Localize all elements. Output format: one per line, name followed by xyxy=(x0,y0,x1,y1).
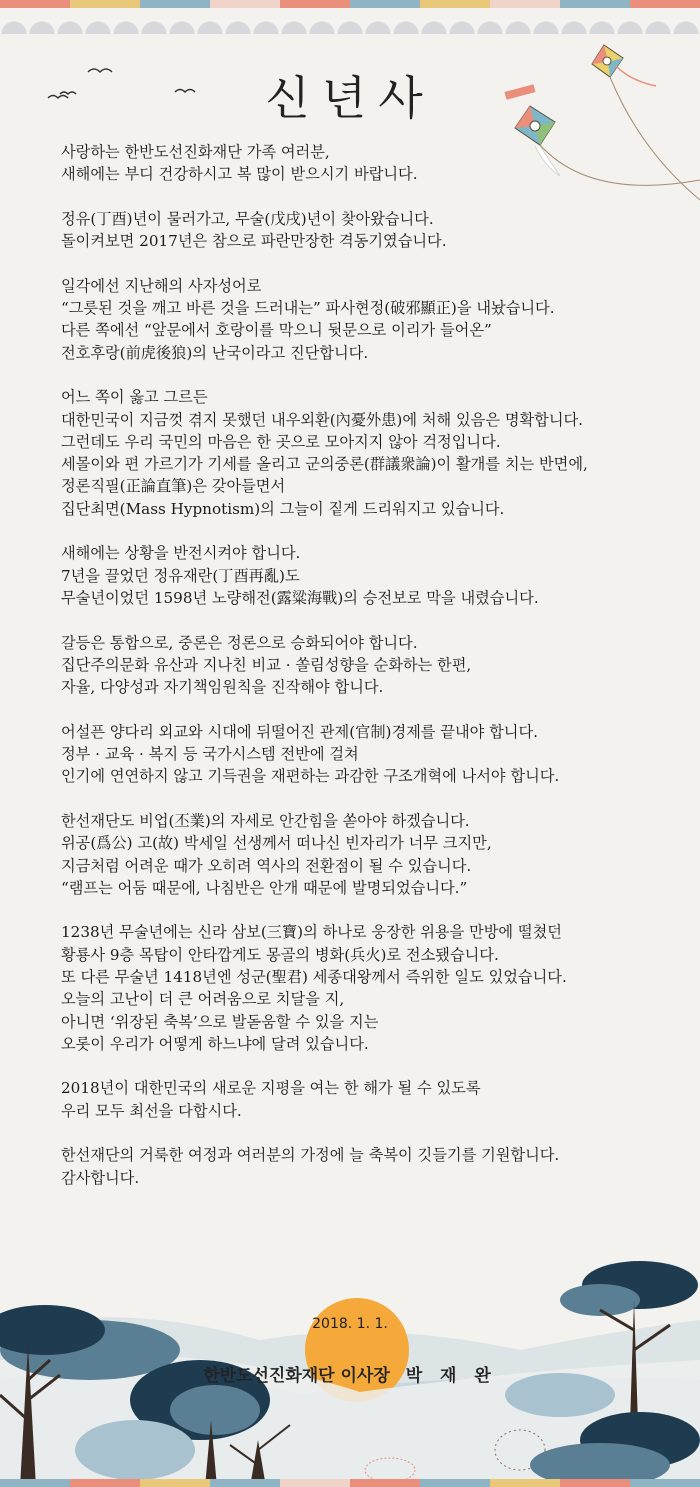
letter-line: 2018년이 대한민국의 새로운 지평을 여는 한 해가 될 수 있도록 xyxy=(61,1079,481,1098)
letter-line: 사랑하는 한반도선진화재단 가족 여러분, xyxy=(61,143,330,161)
letter-line: “그릇된 것을 깨고 바른 것을 드러내는” 파사현정(破邪顯正)을 내놨습니다. xyxy=(61,299,555,318)
letter-paragraph xyxy=(61,632,601,699)
letter-line: 지금처럼 어려운 때가 오히려 역사의 전환점이 될 수 있습니다. xyxy=(61,856,472,875)
letter-line: 오롯이 우리가 어떻게 하느냐에 달려 있습니다. xyxy=(61,1034,369,1053)
letter-line: 어느 쪽이 옳고 그르든 xyxy=(61,388,208,407)
letter-line: 정론직필(正論直筆)은 갖아들면서 xyxy=(61,477,286,496)
letter-paragraph xyxy=(61,921,601,1055)
letter-line: 집단최면(Mass Hypnotism)의 그늘이 짙게 드리워지고 있습니다. xyxy=(61,499,505,518)
letter-paragraph xyxy=(61,721,601,788)
letter-line: 대한민국이 지금껏 겪지 못했던 내우외환(內憂外患)에 처해 있음은 명확합니다. xyxy=(61,410,584,429)
letter-line: 정유(丁酉)년이 물러가고, 무술(戊戌)년이 찾아왔습니다. xyxy=(61,209,434,228)
letter-line: 정부 · 교육 · 복지 등 국가시스템 전반에 걸쳐 xyxy=(61,745,359,764)
letter-line: 한선재단도 비업(丕業)의 자세로 안간힘을 쏟아야 하겠습니다. xyxy=(61,811,470,830)
letter-line: 또 다른 무술년 1418년엔 성군(聖君) 세종대왕께서 즉위한 일도 있었습니다. xyxy=(61,967,567,986)
letter-line: 인기에 연연하지 않고 기득권을 재편하는 과감한 구조개혁에 나서야 합니다. xyxy=(61,767,560,786)
letter-line: 새해에는 상황을 반전시켜야 합니다. xyxy=(61,544,301,563)
letter-line: “램프는 어둠 때문에, 나침반은 안개 때문에 발명되었습니다.” xyxy=(61,878,468,897)
letter-paragraph xyxy=(61,386,601,520)
letter-line: 새해에는 부디 건강하시고 복 많이 받으시기 바랍니다. xyxy=(61,165,418,184)
letter-line: 일각에선 지난해의 사자성어로 xyxy=(61,276,262,295)
letter-paragraph xyxy=(61,1144,601,1189)
letter-line: 세몰이와 편 가르기가 기세를 올리고 군의중론(群議衆論)이 활개를 치는 반면에, xyxy=(61,455,588,474)
signature-name: 박 재 완 xyxy=(405,1366,497,1386)
signature xyxy=(0,1361,700,1386)
letter-line: 전호후랑(前虎後狼)의 난국이라고 진단합니다. xyxy=(61,343,369,362)
letter-line: 오늘의 고난이 더 큰 어려움으로 치달을 지, xyxy=(61,990,345,1009)
bottom-color-stripe xyxy=(0,1479,700,1487)
letter-line: 자율, 다양성과 자기책임원칙을 진작해야 합니다. xyxy=(61,678,384,697)
letter-line: 갈등은 통합으로, 중론은 정론으로 승화되어야 합니다. xyxy=(61,633,418,652)
letter-line: 우리 모두 최선을 다합시다. xyxy=(61,1101,242,1120)
letter-paragraph xyxy=(61,141,601,186)
letter-paragraph xyxy=(61,275,601,364)
letter-line: 다른 쪽에선 “앞문에서 호랑이를 막으니 뒷문으로 이리가 들어온” xyxy=(61,321,492,340)
letter-line: 돌이켜보면 2017년은 참으로 파란만장한 격동기였습니다. xyxy=(61,232,447,251)
letter-body xyxy=(61,141,601,1211)
letter-line: 아니면 ‘위장된 축복’으로 발돋움할 수 있을 지는 xyxy=(61,1012,379,1031)
letter-line: 위공(爲公) 고(故) 박세일 선생께서 떠나신 빈자리가 너무 크지만, xyxy=(61,834,492,853)
letter-line: 7년을 끌었던 정유재란(丁酉再亂)도 xyxy=(61,566,300,585)
letter-paragraph xyxy=(61,542,601,609)
letter-line: 무술년이었던 1598년 노량해전(露粱海戰)의 승전보로 막을 내렸습니다. xyxy=(61,588,539,607)
letter-date: 2018. 1. 1. xyxy=(312,1316,388,1332)
letter-paragraph xyxy=(61,810,601,899)
page-title: 신년사 xyxy=(265,71,435,125)
letter-paragraph xyxy=(61,1077,601,1122)
letter-line: 집단주의문화 유산과 지나친 비교 · 쏠림성향을 순화하는 한편, xyxy=(61,655,472,674)
letter-line: 한선재단의 거룩한 여정과 여러분의 가정에 늘 축복이 깃들기를 기원합니다. xyxy=(61,1146,560,1165)
letter-line: 어설픈 양다리 외교와 시대에 뒤떨어진 관제(官制)경제를 끝내야 합니다. xyxy=(61,722,538,741)
letter-line: 1238년 무술년에는 신라 삼보(三寶)의 하나로 웅장한 위용을 만방에 떨쳤던 xyxy=(61,923,562,942)
letter-line: 그런데도 우리 국민의 마음은 한 곳으로 모아지지 않아 걱정입니다. xyxy=(61,432,501,451)
letter-paragraph xyxy=(61,208,601,253)
letter-line: 황룡사 9층 목탑이 안타깝게도 몽골의 병화(兵火)로 전소됐습니다. xyxy=(61,945,499,964)
signature-title: 한반도선진화재단 이사장 xyxy=(203,1366,390,1386)
letter-line: 감사합니다. xyxy=(61,1168,140,1187)
